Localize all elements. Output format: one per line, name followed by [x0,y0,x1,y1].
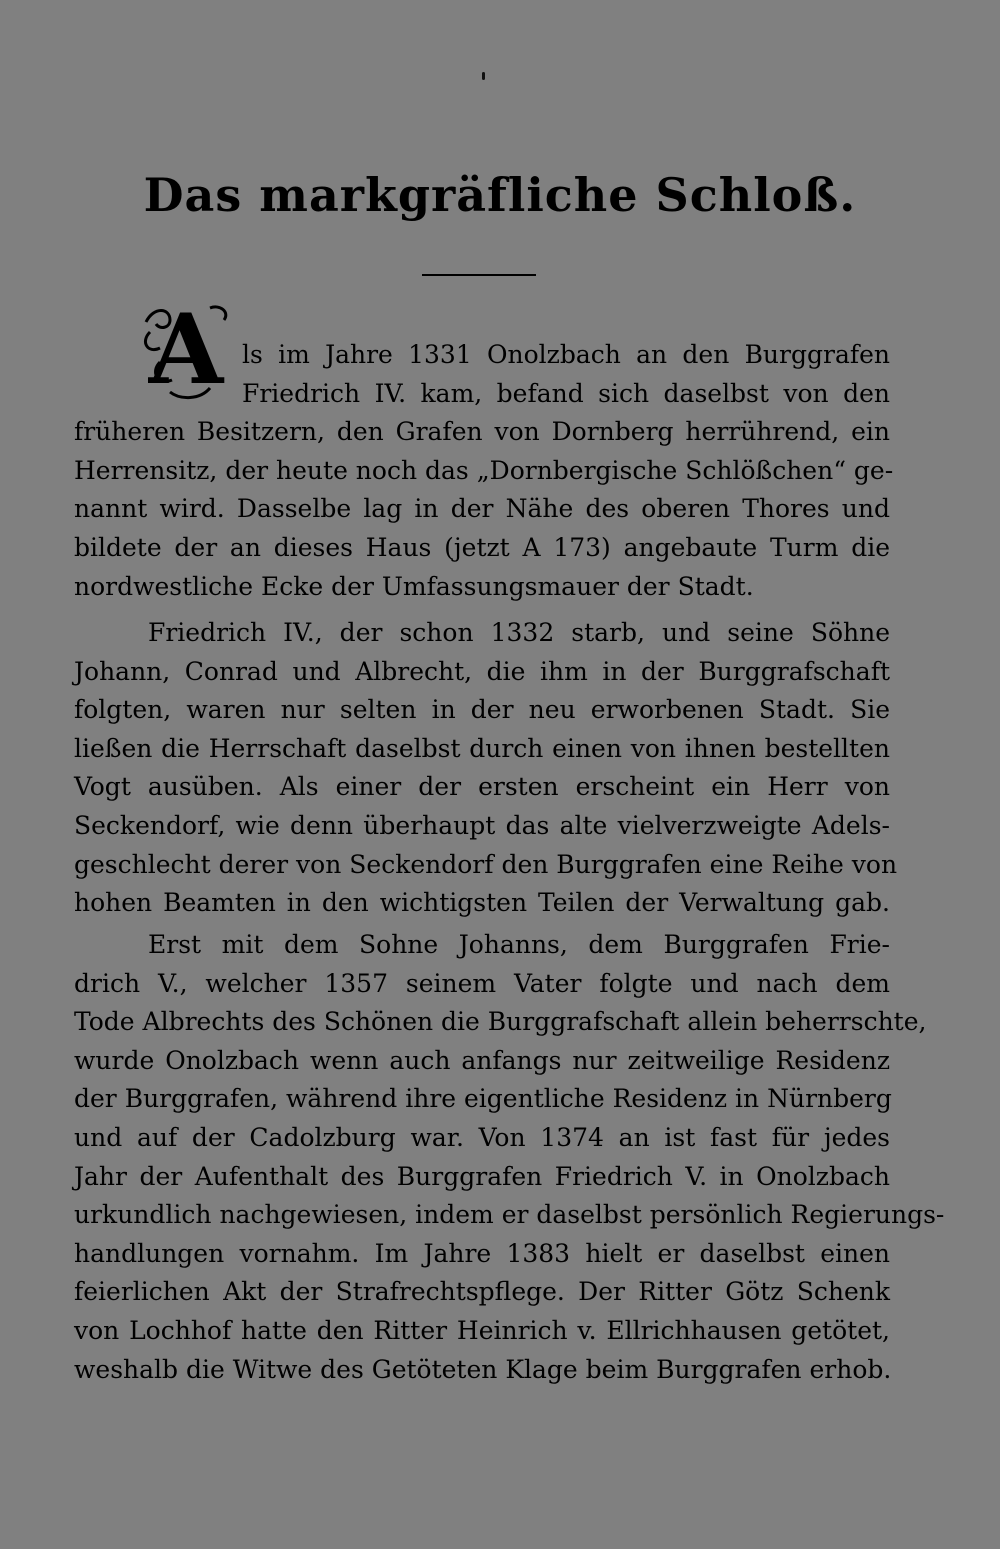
text-line: von Lochhof hatte den Ritter Heinrich v. Ellrichhausen getötet, [74,1315,890,1345]
text-line: Friedrich IV. kam, befand sich daselbst von den [242,378,890,408]
text-line: Johann, Conrad und Albrecht, die ihm in der Burggrafschaft [74,656,890,686]
text-line: und auf der Cadolzburg war. Von 1374 an ist fast für jedes [74,1122,890,1152]
paragraph-2 [74,614,898,923]
text-line: Erst mit dem Sohne Johanns, dem Burggrafen Frie- [148,930,890,959]
text-line: nannt wird. Dasselbe lag in der Nähe des oberen Thores und [74,494,890,524]
text-line: Jahr der Aufenthalt des Burggrafen Friedrich V. in Onolzbach [74,1161,890,1191]
paragraph-3 [74,926,945,1389]
title-rule [422,274,536,276]
dropcap-letter: A [148,293,224,406]
text-line: Vogt ausüben. Als einer der ersten erscheint ein Herr von [74,772,890,802]
text-line: Tode Albrechts des Schönen die Burggrafschaft allein beherrschte, [74,1007,927,1037]
text-line: bildete der an dieses Haus (jetzt A 173) angebaute Turm die [74,532,890,562]
text-line: hohen Beamten in den wichtigsten Teilen der Verwaltung gab. [74,888,890,918]
text-line: feierlichen Akt der Strafrechtspflege. Der Ritter Götz Schenk [74,1277,890,1307]
text-line: früheren Besitzern, den Grafen von Dornberg herrührend, ein [74,417,890,447]
text-line: ls im Jahre 1331 Onolzbach an den Burggrafen [242,340,890,369]
ink-speck [482,72,485,80]
text-line: Seckendorf, wie denn überhaupt das alte vielverzweigte Adels- [74,810,890,840]
text-line: nordwestliche Ecke der Umfassungsmauer der Stadt. [74,571,754,601]
text-line: weshalb die Witwe des Getöteten Klage beim Burggrafen erhob. [74,1354,892,1384]
text-line: folgten, waren nur selten in der neu erworbenen Stadt. Sie [74,695,890,725]
chapter-title: Das markgräfliche Schloß. [143,168,857,222]
text-line: der Burggrafen, während ihre eigentliche Residenz in Nürnberg [74,1084,892,1114]
text-line: Herrensitz, der heute noch das „Dornbergische Schlößchen“ ge- [74,455,894,485]
text-line: wurde Onolzbach wenn auch anfangs nur zeitweilige Residenz [74,1045,890,1075]
paragraph-1 [74,336,894,606]
text-line: geschlecht derer von Seckendorf den Burggrafen eine Reihe von [74,849,898,879]
text-line: handlungen vornahm. Im Jahre 1383 hielt er daselbst einen [74,1238,890,1268]
text-line: Friedrich IV., der schon 1332 starb, und seine Söhne [148,618,890,647]
text-line: drich V., welcher 1357 seinem Vater folgte und nach dem [74,968,890,998]
text-line: ließen die Herrschaft daselbst durch einen von ihnen bestellten [74,733,890,763]
text-line: urkundlich nachgewiesen, indem er daselbst persönlich Regierungs- [74,1200,945,1230]
